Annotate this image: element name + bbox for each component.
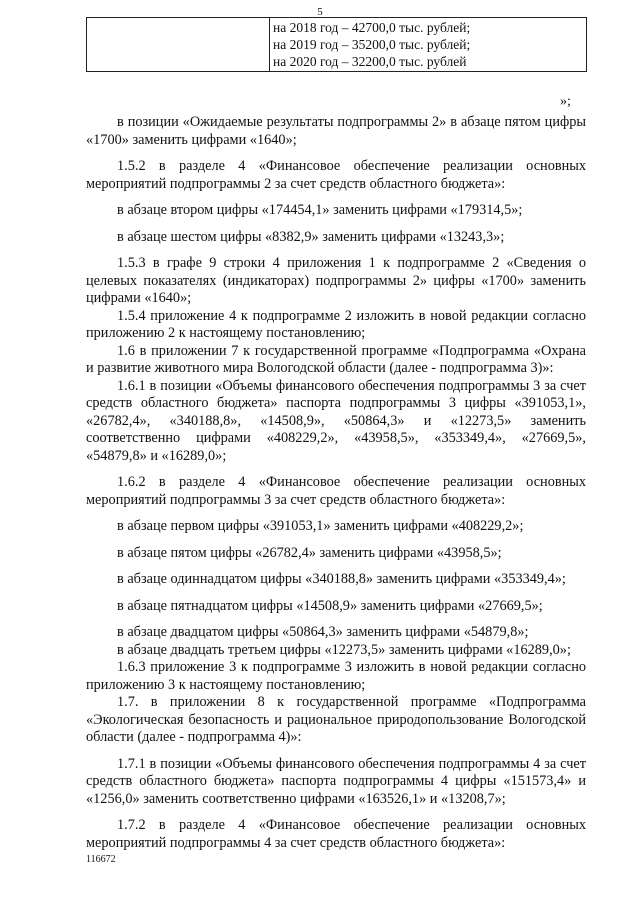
paragraph: 1.7.2 в разделе 4 «Финансовое обеспечение реализации основных мероприятий подпрограммы 4 за счет средств областного бюджета»: [86,817,586,851]
document-body [86,114,586,852]
paragraph: в абзаце пятом цифры «26782,4» заменить цифрами «43958,5»; [117,544,502,561]
paragraph: в абзаце пятнадцатом цифры «14508,9» заменить цифрами «27669,5»; [117,597,543,614]
paragraph: 1.5.4 приложение 4 к подпрограмме 2 изложить в новой редакции согласно приложению 2 к настоящему постановлению; [86,307,586,341]
document-code: 116672 [86,854,116,865]
paragraph: в позиции «Ожидаемые результаты подпрограммы 2» в абзаце пятом цифры «1700» заменить цифрами «1640»; [86,114,586,148]
paragraph: 1.6.1 в позиции «Объемы финансового обеспечения подпрограммы 3 за счет средств областного бюджета» паспорта подпрограммы 3 цифры «391053,1», «26782,4», «340188,8», «14508,9», «50864,3» и «12273,5» заменить соответственно цифрами «408229,2», «43958,5», «353349,4», «27669,5», «54879,8» и «16289,0»; [86,377,586,464]
paragraph: 1.6 в приложении 7 к государственной программе «Подпрограмма «Охрана и развитие животного мира Вологодской области (далее - подпрограмма 3)»: [86,342,586,376]
paragraph: 1.6.3 приложение 3 к подпрограмме 3 изложить в новой редакции согласно приложению 3 к настоящему постановлению; [86,659,586,693]
paragraph: в абзаце одиннадцатом цифры «340188,8» заменить цифрами «353349,4»; [117,571,566,587]
paragraph: 1.7. в приложении 8 к государственной программе «Подпрограмма «Экологическая безопасность и рациональное природопользование Вологодской области (далее - подпрограмма 4)»: [86,694,586,745]
paragraph: в абзаце двадцатом цифры «50864,3» заменить цифрами «54879,8»; [117,624,529,640]
table-line: на 2019 год – 35200,0 тыс. рублей; [273,37,471,53]
table-line: на 2020 год – 32200,0 тыс. рублей [273,54,467,70]
table-line: на 2018 год – 42700,0 тыс. рублей; [273,20,471,35]
table-cell-empty [87,18,270,72]
table-cell-amounts [270,18,587,72]
paragraph: 1.6.2 в разделе 4 «Финансовое обеспечение реализации основных мероприятий подпрограммы 3 за счет средств областного бюджета»: [86,474,586,508]
paragraph: в абзаце первом цифры «391053,1» заменить цифрами «408229,2»; [117,518,524,534]
paragraph: 1.5.2 в разделе 4 «Финансовое обеспечение реализации основных мероприятий подпрограммы 2 за счет средств областного бюджета»: [86,158,586,192]
funding-table [86,17,587,72]
paragraph: 1.5.3 в графе 9 строки 4 приложения 1 к подпрограмме 2 «Сведения о целевых показателях (индикаторах) подпрограммы 2» цифры «1700» заменить цифрами «1640»; [86,255,586,306]
paragraph: в абзаце втором цифры «174454,1» заменить цифрами «179314,5»; [117,202,523,218]
table-row [87,18,587,72]
paragraph: в абзаце двадцать третьем цифры «12273,5» заменить цифрами «16289,0»; [117,641,571,658]
page-number: 5 [317,6,323,18]
closing-quote: »; [560,94,571,109]
paragraph: в абзаце шестом цифры «8382,9» заменить цифрами «13243,3»; [117,228,505,245]
paragraph: 1.7.1 в позиции «Объемы финансового обеспечения подпрограммы 4 за счет средств областного бюджета» паспорта подпрограммы 4 цифры «151573,4» и «1256,0» заменить соответственно цифрами «163526,1» и «13208,7»; [86,755,586,807]
